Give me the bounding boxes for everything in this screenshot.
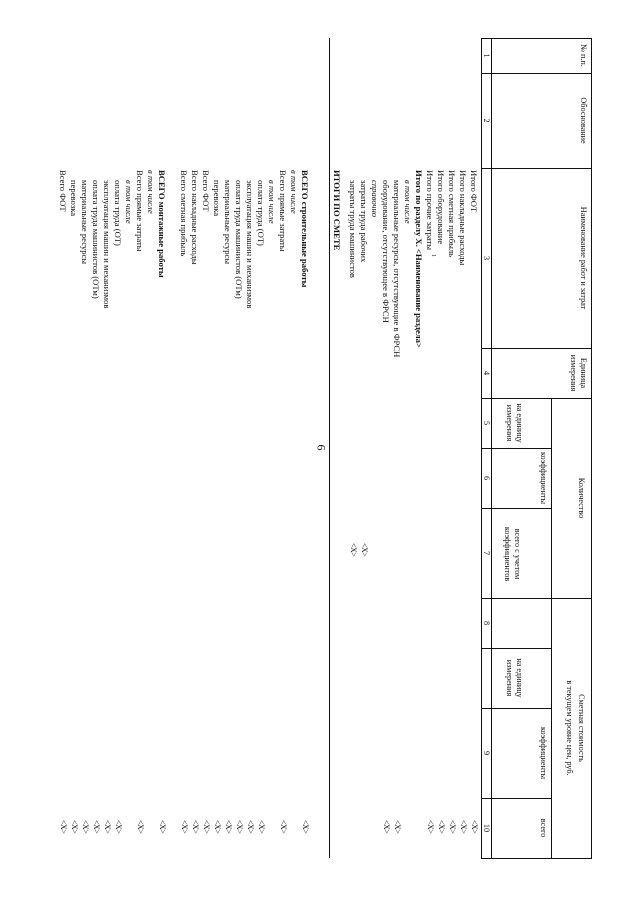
- section-line-0: Итого ФОТ: [469, 170, 479, 213]
- section-line-3: Итого оборудование: [436, 170, 446, 245]
- totals-line-2: Всего прямые затраты: [278, 170, 288, 252]
- footnote-mark: 1: [430, 254, 436, 257]
- totals-divider: [329, 38, 330, 858]
- totals-total-mark-9: <Х>: [202, 820, 211, 834]
- totals-line-20: материальные ресурсы: [80, 180, 90, 265]
- col-line: [481, 858, 592, 859]
- totals-total-mark-15: <Х>: [136, 820, 145, 834]
- totals-line-1: в том числе: [289, 170, 299, 214]
- totals-total-mark-17: <Х>: [114, 820, 123, 834]
- col-num-4: 4: [482, 370, 491, 376]
- col-num-9: 9: [482, 750, 491, 756]
- totals-line-8: перевозка: [212, 180, 222, 217]
- section-line-4: Итого прочие затраты: [425, 170, 435, 251]
- section-total-mark-1: <Х>: [459, 820, 468, 834]
- col-num-10: 10: [482, 823, 491, 833]
- totals-line-7: материальные ресурсы: [223, 180, 233, 265]
- col-line: [481, 168, 592, 169]
- totals-total-mark-7: <Х>: [224, 820, 233, 834]
- totals-line-17: оплата труда (ОТ): [113, 180, 123, 246]
- totals-line-10: Всего накладные расходы: [190, 170, 200, 265]
- header-cost-sub: в текущем уровне цен, руб.: [565, 680, 574, 776]
- totals-line-19: оплата труда машинистов (ОТм): [91, 180, 101, 299]
- col-num-3: 3: [482, 255, 491, 261]
- section-total-mark-7: <Х>: [393, 820, 402, 834]
- col-num-2: 2: [482, 118, 491, 123]
- section-qty-mark-11: <Х>: [349, 543, 358, 557]
- section-line-9: справочно: [370, 180, 380, 218]
- totals-total-mark-19: <Х>: [92, 820, 101, 834]
- header-cost-coeff: коэффициенты: [539, 726, 548, 780]
- totals-total-mark-6: <Х>: [235, 820, 244, 834]
- header-qty-coeff: коэффициенты: [539, 451, 548, 505]
- col-num-6: 6: [482, 475, 491, 481]
- header-number: № п.п.: [579, 44, 588, 67]
- section-total-mark-4: <Х>: [426, 820, 435, 834]
- section-line-8: оборудование, отсутствующее в ФРСН: [381, 180, 391, 323]
- header-name: Наименование работ и затрат: [579, 206, 588, 310]
- section-line-2: Итого сметная прибыль: [447, 170, 457, 258]
- section-line-5: Итого по разделу X. <Наименование раздела>: [414, 170, 424, 348]
- section-line-7: материальные ресурсы, отсутствующие в ФРСН: [392, 180, 402, 358]
- totals-total-mark-13: <Х>: [158, 820, 167, 834]
- totals-total-mark-2: <Х>: [279, 820, 288, 834]
- totals-line-15: Всего прямые затраты: [135, 170, 145, 252]
- totals-line-9: Всего ФОТ: [201, 170, 211, 212]
- header-cost: Сметная стоимость: [577, 694, 586, 762]
- totals-total-mark-8: <Х>: [213, 820, 222, 834]
- totals-total-mark-20: <Х>: [81, 820, 90, 834]
- table-top-border: [591, 38, 592, 858]
- totals-title: ИТОГИ ПО СМЕТЕ: [332, 170, 342, 251]
- section-line-11: затраты труда машинистов: [348, 180, 358, 278]
- totals-line-5: эксплуатация машин и механизмов: [245, 180, 255, 309]
- col-num-5: 5: [482, 420, 491, 426]
- col-line: [481, 348, 592, 349]
- totals-line-16: в том числе: [124, 180, 134, 224]
- totals-line-4: оплата труда (ОТ): [256, 180, 266, 246]
- totals-total-mark-22: <Х>: [59, 820, 68, 834]
- totals-line-3: в том числе: [267, 180, 277, 224]
- section-total-mark-8: <Х>: [382, 820, 391, 834]
- totals-line-0: ВСЕГО строительные работы: [300, 170, 310, 288]
- header-qty-per-unit: на единицу измерения: [505, 403, 524, 443]
- totals-total-mark-0: <Х>: [301, 820, 310, 834]
- totals-total-mark-11: <Х>: [180, 820, 189, 834]
- cost-subheader-line: [551, 598, 552, 858]
- section-total-mark-2: <Х>: [448, 820, 457, 834]
- header-basis: Обоснование: [579, 97, 588, 144]
- section-line-6: в том числе: [403, 180, 413, 224]
- totals-line-6: оплата труда машинистов (ОТм): [234, 180, 244, 299]
- col-line: [481, 73, 592, 74]
- totals-line-22: Всего ФОТ: [58, 170, 68, 212]
- totals-line-14: в том числе: [146, 170, 156, 214]
- totals-total-mark-10: <Х>: [191, 820, 200, 834]
- col-num-1: 1: [482, 53, 491, 58]
- header-qty-total: всего с учетом коэффициентов: [503, 526, 522, 582]
- page-number: 6: [314, 444, 329, 451]
- header-quantity: Количество: [577, 477, 586, 519]
- col-num-8: 8: [482, 620, 491, 626]
- header-cost-total: всего: [539, 818, 548, 838]
- col-line: [481, 398, 592, 399]
- section-total-mark-3: <Х>: [437, 820, 446, 834]
- col-line: [481, 508, 552, 509]
- header-unit: Единица измерения: [569, 354, 588, 392]
- totals-line-18: эксплуатация машин и механизмов: [102, 180, 112, 309]
- col-line: [481, 648, 552, 649]
- section-line-10: затраты труда рабочих: [359, 180, 369, 263]
- estimate-table-sheet: [40, 18, 600, 878]
- totals-line-11: Всего сметная прибыль: [179, 170, 189, 257]
- totals-total-mark-4: <Х>: [257, 820, 266, 834]
- col-num-7: 7: [482, 550, 491, 556]
- totals-total-mark-5: <Х>: [246, 820, 255, 834]
- totals-line-13: ВСЕГО монтажные работы: [157, 170, 167, 278]
- section-total-mark-0: <Х>: [470, 820, 479, 834]
- col-line: [481, 598, 592, 599]
- quantity-subheader-line: [551, 398, 552, 598]
- totals-total-mark-18: <Х>: [103, 820, 112, 834]
- header-cost-per-unit: на единицу измерения: [505, 658, 524, 698]
- section-qty-mark-10: <Х>: [360, 543, 369, 557]
- totals-total-mark-21: <Х>: [70, 820, 79, 834]
- section-line-1: Итого накладные расходы: [458, 170, 468, 266]
- col-line: [481, 38, 592, 39]
- totals-line-21: перевозка: [69, 180, 79, 217]
